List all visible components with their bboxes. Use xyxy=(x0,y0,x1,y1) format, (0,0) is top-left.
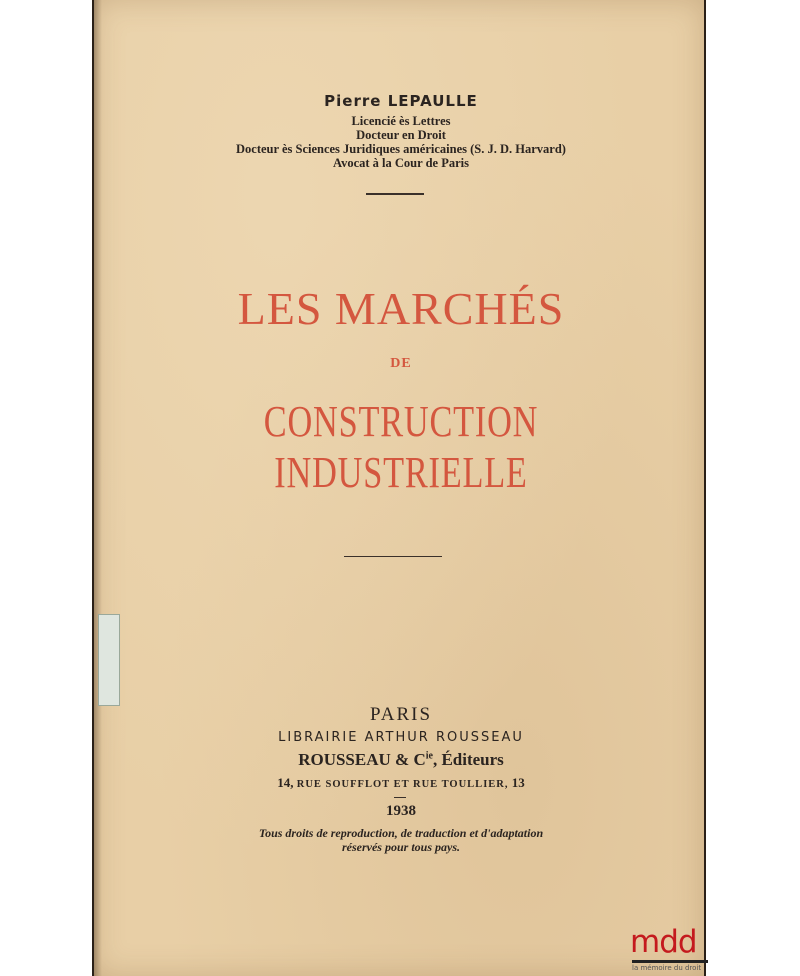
author-last-name: LEPAULLE xyxy=(387,92,478,110)
publisher-name xyxy=(94,750,708,770)
author-name xyxy=(94,92,708,110)
logo-text: mdd xyxy=(630,924,697,960)
publisher-name-suffix: , Éditeurs xyxy=(432,750,504,769)
rights-line-2: réservés pour tous pays. xyxy=(341,840,460,854)
publisher-name-sup: ie xyxy=(425,750,433,762)
address-number-2: 13 xyxy=(511,775,525,790)
title-line-3: CONSTRUCTION INDUSTRIELLE xyxy=(263,397,539,497)
address-street: RUE SOUFFLOT ET RUE TOULLIER, xyxy=(296,779,509,790)
credential-line: Licencié ès Lettres xyxy=(351,114,451,128)
book-cover xyxy=(92,0,706,976)
publisher-address xyxy=(94,775,708,791)
author-first-name: Pierre xyxy=(324,92,382,110)
publisher-city: PARIS xyxy=(369,704,433,725)
rights-line-1: Tous droits de reproduction, de traduction et d'adaptation xyxy=(258,826,544,840)
address-number-1: 14, xyxy=(277,775,294,790)
logo-bar xyxy=(632,960,708,963)
divider-rule-small xyxy=(394,797,406,798)
publisher-library: LIBRAIRIE ARTHUR ROUSSEAU xyxy=(278,730,524,745)
divider-rule-middle xyxy=(344,556,442,557)
title-line-2: DE xyxy=(390,356,412,371)
logo-subtitle: la mémoire du droit xyxy=(632,964,702,972)
mdd-logo xyxy=(630,926,710,972)
divider-rule-top xyxy=(366,193,424,195)
credential-line: Docteur ès Sciences Juridiques américaines (S. J. D. Harvard) xyxy=(236,142,566,156)
credential-line: Docteur en Droit xyxy=(356,128,446,142)
title-line-1: LES MARCHÉS xyxy=(237,283,565,334)
publisher-name-prefix: ROUSSEAU & C xyxy=(298,750,426,769)
credential-line: Avocat à la Cour de Paris xyxy=(333,156,469,170)
publication-year: 1938 xyxy=(386,803,416,819)
library-label-tab xyxy=(98,614,120,706)
